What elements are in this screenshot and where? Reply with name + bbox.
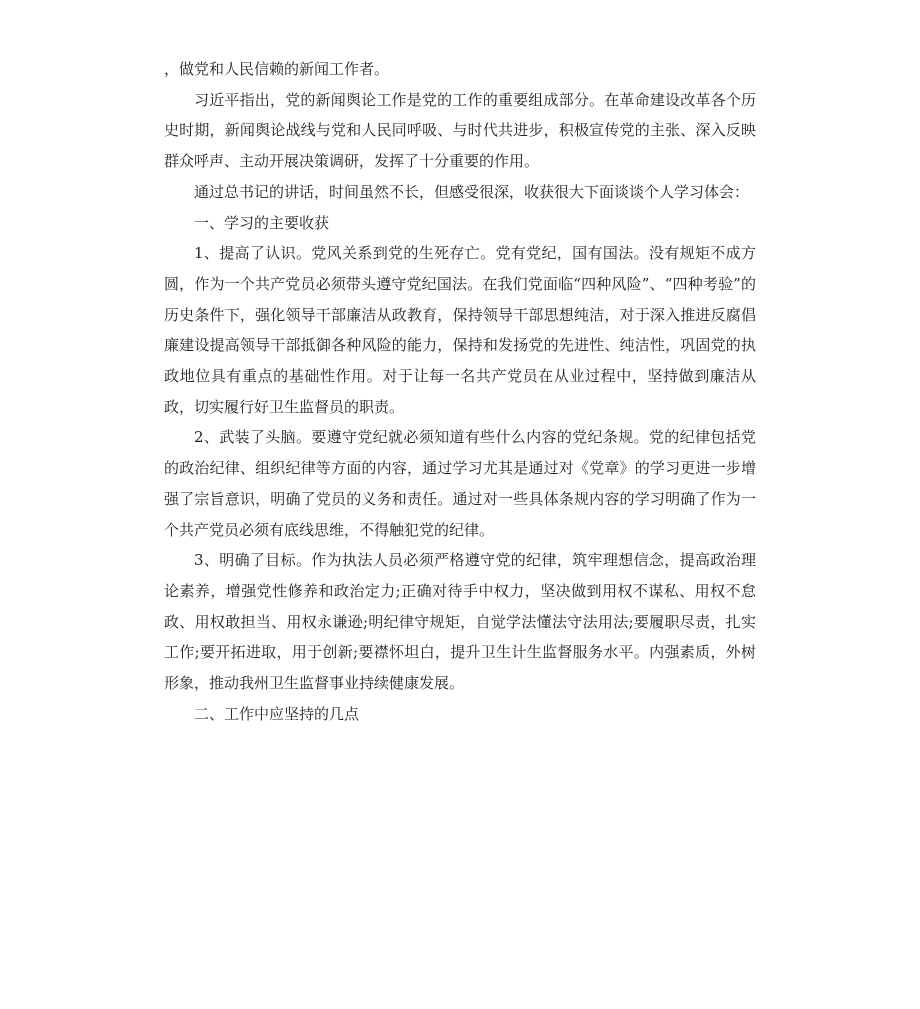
section-heading-main-gains: 一、学习的主要收获 — [194, 213, 330, 232]
paragraph-xi-remarks: 习近平指出，党的新闻舆论工作是党的工作的重要组成部分。在革命建设改革各个历史时期，新闻舆论战线与党和人民同呼吸、与时代共进步，积极宣传党的主张、深入反映群众呼声、主动开展决策调研，发挥了十分重要的作用。 — [164, 90, 756, 171]
paragraph-opening-fragment: ，做党和人民信赖的新闻工作者。 — [164, 60, 390, 78]
paragraph-point-3: 3、明确了目标。作为执法人员必须严格遵守党的纪律，筑牢理想信念，提高政治理论素养，增强党性修养和政治定力;正确对待手中权力，坚决做到用权不谋私、用权不怠政、用权敢担当、用权永谦逊;明纪律守规矩，自觉学法懂法守法用法;要履职尽责，扎实工作;要开拓进取，用于创新;要襟怀坦白，提升卫生计生监督服务水平。内强素质，外树形象，推动我州卫生监督事业持续健康发展。 — [164, 551, 756, 693]
paragraph-learning-intro: 通过总书记的讲话，时间虽然不长，但感受很深，收获很大下面谈谈个人学习体会： — [194, 182, 750, 201]
paragraph-point-2: 2、武装了头脑。要遵守党纪就必须知道有些什么内容的党纪条规。党的纪律包括党的政治纪律、组织纪律等方面的内容，通过学习尤其是通过对《党章》的学习更进一步增强了宗旨意识，明确了党员的义务和责任。通过对一些具体条规内容的学习明确了作为一个共产党员必须有底线思维，不得触犯党的纪律。 — [164, 428, 756, 539]
paragraph-point-1: 1、提高了认识。党风关系到党的生死存亡。党有党纪，国有国法。没有规矩不成方圆，作为一个共产党员必须带头遵守党纪国法。在我们党面临“四种风险”、“四种考验”的历史条件下，强化领导干部廉洁从政教育，保持领导干部思想纯洁，对于深入推进反腐倡廉建设提高领导干部抵御各种风险的能力，保持和发扬党的先进性、纯洁性，巩固党的执政地位具有重点的基础性作用。对于让每一名共产党员在从业过程中，坚持做到廉洁从政，切实履行好卫生监督员的职责。 — [164, 244, 756, 416]
section-heading-work-points: 二、工作中应坚持的几点 — [194, 704, 360, 723]
document-page — [164, 54, 756, 729]
